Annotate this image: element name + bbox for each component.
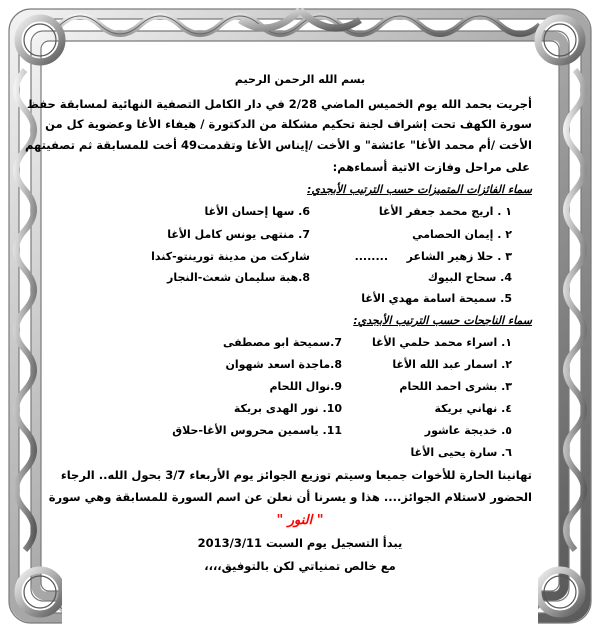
passed-item: ٥. خديجة عاشور [424, 424, 512, 437]
closing-line-2: الحضور لاستلام الجوائز.... هذا و يسرنا أن نعلن عن اسم السورة للمسابقة وهي سورة [48, 490, 532, 504]
registration-date: يبدأ التسجيل يوم السبت 2013/3/11 [197, 536, 403, 550]
winner-item: 4. سحاح البيوك [427, 271, 512, 284]
winner-item: ٢ . إيمان الحصامي [412, 228, 512, 241]
intro-line-2: سورة الكهف تحت إشراف لجنة تحكيم مشكلة من الدكتورة / هيفاء الأغا وعضوية كل من [45, 117, 532, 131]
passed-item: ٣. بشرى احمد اللحام [399, 380, 512, 393]
winners-heading: سماء الفائزات المتميزات حسب الترتيب الأبجدي: [306, 183, 532, 196]
surah-name: " النور " [276, 513, 324, 528]
passed-item: 8.ماجدة اسعد شهوان [225, 358, 342, 371]
winner-item: 5. سميحة اسامة مهدي الأغا [361, 292, 512, 305]
document-page [25, 62, 538, 628]
winner-dots: ........ [354, 250, 388, 263]
winner-item: 7. منتهى يونس كامل الأغا [167, 228, 310, 241]
passed-item: 10. نور الهدى بريكة [233, 402, 342, 415]
passed-item: 7.سميحة ابو مصطفى [223, 336, 342, 349]
winner-item: 6. سها إحسان الأغا [204, 205, 310, 218]
passed-heading: سماء الناجحات حسب الترتيب الأبجدي: [353, 314, 532, 327]
basmala: بسم الله الرحمن الرحيم [234, 73, 366, 86]
winner-item: 8.هبة سليمان شعث-النجار [167, 271, 310, 284]
passed-item: ٦. سارة يحيى الأغا [410, 446, 512, 459]
intro-line-4: على مراحل وفازت الاتية أسماءهم: [332, 160, 530, 174]
passed-item: 9.نوال اللحام [269, 380, 342, 393]
intro-line-3: الأخت /أم محمد الأغا" عائشة" و الأخت /إيناس الأغا وتقدمت49 أخت للمسابقة ثم تصفيتهم [25, 138, 532, 152]
winner-note: شاركت من مدينة تورينتو-كندا [151, 250, 310, 263]
passed-item: ١. اسراء محمد حلمي الأغا [371, 336, 512, 349]
closing-wishes: مع خالص تمنياتي لكن بالتوفيق،،،، [204, 559, 396, 573]
passed-item: ٤. نهاني بريكة [434, 402, 512, 415]
passed-item: 11. ياسمين محروس الأغا-حلاق [172, 424, 342, 437]
closing-line-1: تهانينا الحارة للأخوات جميعا وسيتم توزيع الجوائز يوم الأربعاء 3/7 بحول الله.. الرجاء [60, 468, 532, 482]
intro-line-1: أجريت بحمد الله يوم الخميس الماضي 2/28 في دار الكامل التصفية النهائية لمسابقة حفظ [26, 97, 532, 111]
winner-item: ٣ . حلا زهير الشاعر [406, 250, 512, 263]
winner-item: ١ . اريج محمد جعفر الأغا [378, 205, 512, 218]
passed-item: ٢. اسمار عبد الله الأغا [392, 358, 512, 371]
